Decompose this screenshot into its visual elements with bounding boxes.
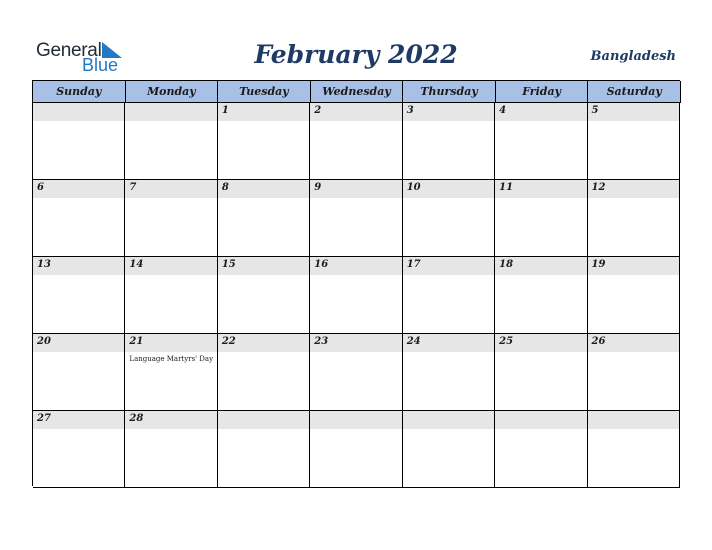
logo-general-text: General bbox=[36, 40, 102, 61]
day-cell bbox=[495, 411, 587, 488]
day-cell bbox=[403, 180, 495, 257]
day-number: 19 bbox=[591, 259, 606, 270]
day-number: 6 bbox=[37, 182, 44, 193]
day-number: 13 bbox=[37, 259, 51, 270]
logo-blue-text: Blue bbox=[82, 55, 119, 75]
day-number: 8 bbox=[221, 182, 229, 193]
day-number: 14 bbox=[129, 259, 144, 270]
day-number: 5 bbox=[591, 105, 599, 116]
day-cell bbox=[310, 180, 402, 257]
day-cell bbox=[403, 257, 495, 334]
day-number: 12 bbox=[591, 182, 606, 193]
day-cell bbox=[33, 334, 125, 411]
day-cell bbox=[588, 334, 680, 411]
day-cell bbox=[125, 334, 217, 411]
day-cell bbox=[403, 103, 495, 180]
day-cell bbox=[588, 257, 680, 334]
day-number: 10 bbox=[406, 182, 421, 193]
day-number: 26 bbox=[591, 336, 606, 347]
day-number: 4 bbox=[499, 105, 507, 116]
day-cell bbox=[218, 334, 310, 411]
day-cell bbox=[33, 257, 125, 334]
day-number: 17 bbox=[406, 259, 421, 270]
weekday-thursday: Thursday bbox=[403, 81, 496, 103]
day-cell bbox=[588, 103, 680, 180]
week-row-5 bbox=[33, 411, 680, 488]
day-number: 3 bbox=[406, 105, 414, 116]
day-number: 27 bbox=[37, 413, 51, 424]
day-number: 15 bbox=[221, 259, 236, 270]
day-cell bbox=[403, 334, 495, 411]
day-number: 28 bbox=[129, 413, 144, 424]
weekday-saturday: Saturday bbox=[588, 81, 681, 103]
day-cell bbox=[125, 103, 217, 180]
day-cell bbox=[495, 103, 587, 180]
calendar-grid bbox=[32, 80, 680, 486]
day-number: 16 bbox=[314, 259, 329, 270]
day-number: 21 bbox=[129, 336, 144, 347]
day-cell bbox=[495, 334, 587, 411]
weekday-wednesday: Wednesday bbox=[311, 81, 404, 103]
day-number: 1 bbox=[221, 105, 229, 116]
day-cell bbox=[310, 334, 402, 411]
day-number: 22 bbox=[221, 336, 236, 347]
day-number: 18 bbox=[499, 259, 514, 270]
weekday-header-row bbox=[33, 81, 680, 103]
day-number: 23 bbox=[314, 336, 329, 347]
day-cell bbox=[218, 411, 310, 488]
day-cell bbox=[495, 257, 587, 334]
holiday-event: Language Martyrs' Day bbox=[129, 355, 214, 363]
weekday-monday: Monday bbox=[126, 81, 219, 103]
day-cell bbox=[218, 180, 310, 257]
week-row-3 bbox=[33, 257, 680, 334]
day-cell bbox=[125, 257, 217, 334]
day-cell bbox=[310, 411, 402, 488]
day-cell bbox=[218, 257, 310, 334]
day-number: 25 bbox=[499, 336, 514, 347]
country-label: Bangladesh bbox=[590, 49, 676, 64]
day-cell bbox=[403, 411, 495, 488]
day-cell bbox=[125, 411, 217, 488]
week-row-4 bbox=[33, 334, 680, 411]
page-title: February 2022 bbox=[254, 40, 458, 69]
day-cell bbox=[33, 180, 125, 257]
weekday-tuesday: Tuesday bbox=[218, 81, 311, 103]
day-cell bbox=[495, 180, 587, 257]
week-row-2 bbox=[33, 180, 680, 257]
day-number: 7 bbox=[129, 182, 137, 193]
day-cell bbox=[33, 103, 125, 180]
day-number: 11 bbox=[499, 182, 514, 193]
day-cell bbox=[588, 411, 680, 488]
day-cell bbox=[310, 257, 402, 334]
day-number: 20 bbox=[37, 336, 51, 347]
day-cell bbox=[588, 180, 680, 257]
day-cell bbox=[33, 411, 125, 488]
weekday-friday: Friday bbox=[496, 81, 589, 103]
day-number: 9 bbox=[314, 182, 322, 193]
day-number: 2 bbox=[314, 105, 322, 116]
day-number: 24 bbox=[406, 336, 421, 347]
day-cell bbox=[310, 103, 402, 180]
day-cell bbox=[218, 103, 310, 180]
day-cell bbox=[125, 180, 217, 257]
week-row-1 bbox=[33, 103, 680, 180]
weekday-sunday: Sunday bbox=[33, 81, 126, 103]
